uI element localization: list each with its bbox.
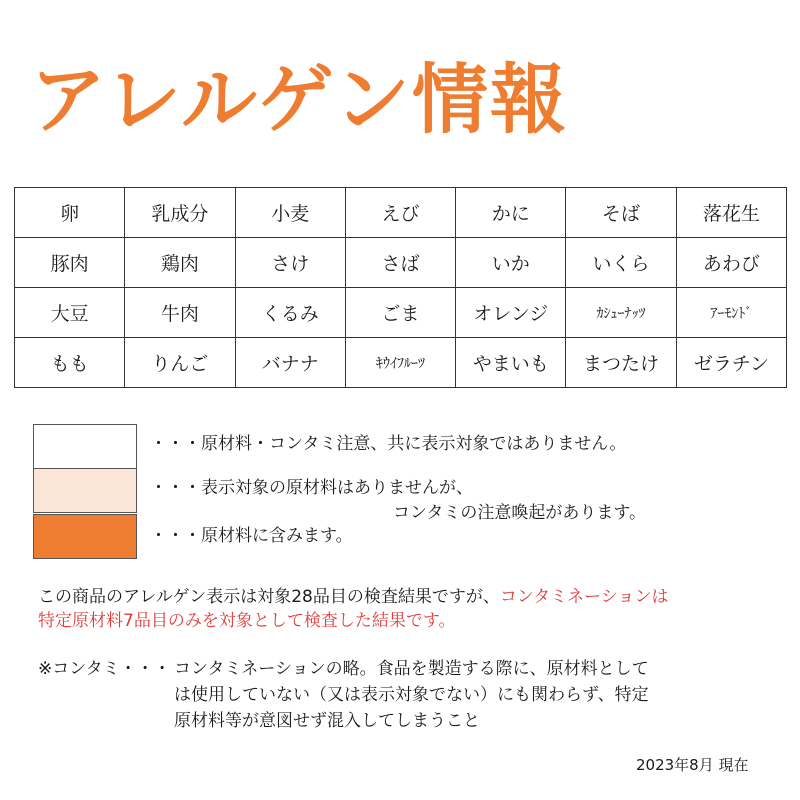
- allergen-cell: 鶏肉: [125, 238, 235, 288]
- allergen-cell: 乳成分: [125, 188, 235, 238]
- allergen-cell: くるみ: [235, 288, 345, 338]
- allergen-cell: あわび: [676, 238, 786, 288]
- legend-swatch-contamination: [33, 468, 137, 513]
- allergen-cell: 卵: [15, 188, 125, 238]
- table-row: [15, 238, 787, 288]
- legend-swatch-contains: [33, 514, 137, 559]
- contamination-definition-line2: は使用していない（又は表示対象でない）にも関わらず、特定: [174, 685, 649, 705]
- allergen-cell: ごま: [345, 288, 455, 338]
- allergen-cell: オレンジ: [456, 288, 566, 338]
- allergen-table: [14, 187, 787, 388]
- allergen-cell: いくら: [566, 238, 676, 288]
- testing-note-red-text: コンタミネーションは: [499, 587, 669, 607]
- allergen-cell: まつたけ: [566, 338, 676, 388]
- allergen-cell: やまいも: [456, 338, 566, 388]
- allergen-cell: りんご: [125, 338, 235, 388]
- allergen-cell: バナナ: [235, 338, 345, 388]
- table-row: [15, 288, 787, 338]
- legend-text-contains: ・・・原材料に含みます。: [150, 526, 353, 546]
- allergen-cell: そば: [566, 188, 676, 238]
- page-title: アレルゲン情報: [30, 55, 569, 144]
- allergen-cell: えび: [345, 188, 455, 238]
- as-of-date: 2023年8月 現在: [636, 756, 749, 774]
- allergen-cell: かに: [456, 188, 566, 238]
- allergen-cell: 小麦: [235, 188, 345, 238]
- allergen-cell: ｶｼｭｰﾅｯﾂ: [566, 288, 676, 338]
- allergen-cell: 大豆: [15, 288, 125, 338]
- allergen-cell: いか: [456, 238, 566, 288]
- legend-text-none: ・・・原材料・コンタミ注意、共に表示対象ではありません。: [150, 434, 627, 454]
- contamination-definition-line3: 原材料等が意図せず混入してしまうこと: [174, 711, 480, 731]
- allergen-cell: ゼラチン: [676, 338, 786, 388]
- allergen-cell: ｱｰﾓﾝﾄﾞ: [676, 288, 786, 338]
- legend-swatch-none: [33, 424, 137, 469]
- legend-text-contamination-line1: ・・・表示対象の原材料はありませんが、: [150, 478, 473, 498]
- legend-text-contamination-line2: コンタミの注意喚起があります。: [393, 503, 646, 523]
- allergen-cell: 牛肉: [125, 288, 235, 338]
- allergen-cell: さけ: [235, 238, 345, 288]
- contamination-definition-label: ※コンタミ・・・: [38, 659, 171, 679]
- table-row: [15, 338, 787, 388]
- testing-note-text: この商品のアレルゲン表示は対象28品目の検査結果ですが、: [38, 587, 500, 607]
- allergen-cell: さば: [345, 238, 455, 288]
- contamination-definition-line1: コンタミネーションの略。食品を製造する際に、原材料として: [174, 659, 649, 679]
- testing-note-line1: [38, 586, 669, 608]
- table-row: [15, 188, 787, 238]
- allergen-cell: ｷｳｲﾌﾙｰﾂ: [345, 338, 455, 388]
- allergen-cell: もも: [15, 338, 125, 388]
- allergen-cell: 落花生: [676, 188, 786, 238]
- allergen-cell: 豚肉: [15, 238, 125, 288]
- testing-note-line2: 特定原材料7品目のみを対象として検査した結果です。: [38, 611, 456, 631]
